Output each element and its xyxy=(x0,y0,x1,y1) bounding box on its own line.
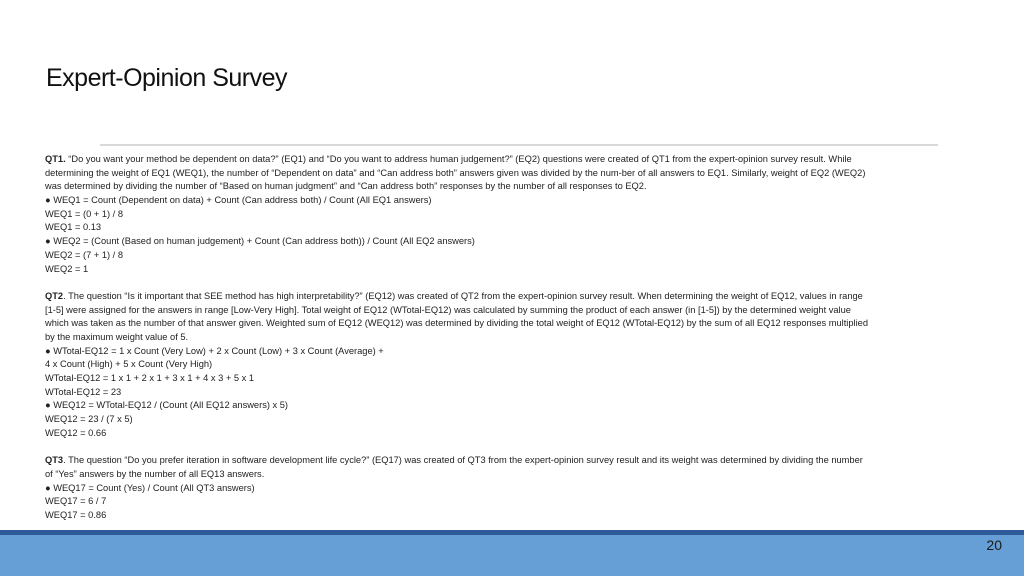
footer-bar xyxy=(0,530,1024,576)
qt1-formula: WEQ2 = (7 + 1) / 8 xyxy=(45,249,124,260)
qt2-formula: WEQ12 = 23 / (7 x 5) xyxy=(45,414,133,425)
qt3-paragraph-line-1 xyxy=(45,454,980,468)
qt2-label: QT2 xyxy=(45,290,64,301)
qt3-formula: WEQ17 = 0.86 xyxy=(45,509,107,520)
paragraph-gap xyxy=(45,276,980,290)
qt1-formula: WEQ2 = 1 xyxy=(45,263,89,274)
qt3-formula: ● WEQ17 = Count (Yes) / Count (All QT3 answers) xyxy=(45,482,255,493)
footer-stripe xyxy=(0,530,1024,535)
qt2-formula: 4 x Count (High) + 5 x Count (Very High) xyxy=(45,359,213,370)
qt2-formula: ● WEQ12 = WTotal-EQ12 / (Count (All EQ12 answers) x 5) xyxy=(45,400,289,411)
slide-title: Expert-Opinion Survey xyxy=(46,64,288,92)
qt3-text-2: of “Yes” answers by the number of all EQ13 answers. xyxy=(45,468,265,479)
qt2-formula: ● WTotal-EQ12 = 1 x Count (Very Low) + 2 x Count (Low) + 3 x Count (Average) + xyxy=(45,345,384,356)
qt2-text-2: [1-5] were assigned for the answers in range [Low-Very High]. Total weight of EQ12 (WTotal-EQ12) was calculated by summing the product of each answer (in [1-5]) by the determined weight value xyxy=(45,304,851,315)
qt1-text-2: determining the weight of EQ1 (WEQ1), the number of “Dependent on data” and “Can address both” answers given was divided by the num-ber of all answers to EQ1. Similarly, weight of EQ2 (WEQ2) xyxy=(45,167,866,178)
qt3-formula: WEQ17 = 6 / 7 xyxy=(45,496,107,507)
qt2-text-4: by the maximum weight value of 5. xyxy=(45,331,189,342)
qt2-text-1: . The question “Is it important that SEE method has high interpretability?” (EQ12) was created of QT2 from the expert-opinion survey result. When determining the weight of EQ12, values in range xyxy=(63,290,863,301)
qt1-formula: ● WEQ1 = Count (Dependent on data) + Count (Can address both) / Count (All EQ1 answers) xyxy=(45,195,432,206)
qt1-label: QT1. xyxy=(45,154,66,164)
qt2-formula: WTotal-EQ12 = 23 xyxy=(45,386,122,397)
qt1-formula: WEQ1 = 0.13 xyxy=(45,222,102,233)
qt2-paragraph-line-1 xyxy=(45,290,980,304)
qt1-formula: ● WEQ2 = (Count (Based on human judgement) + Count (Can address both)) / Count (All EQ2 answers) xyxy=(45,236,475,247)
qt3-label: QT3 xyxy=(45,455,64,466)
qt2-formula: WTotal-EQ12 = 1 x 1 + 2 x 1 + 3 x 1 + 4 x 3 + 5 x 1 xyxy=(45,373,255,383)
slide-body xyxy=(45,153,980,523)
qt1-text-3: was determined by dividing the number of “Based on human judgment” and “Can address both” responses by the number of all responses to EQ2. xyxy=(45,181,647,192)
qt1-formula: WEQ1 = (0 + 1) / 8 xyxy=(45,208,124,219)
qt2-text-3: which was taken as the number of that answer given. Weighted sum of EQ12 (WEQ12) was determined by dividing the total weight of EQ12 (WTotal-EQ12) by the sum of all EQ12 responses multiplied xyxy=(45,318,869,329)
qt1-paragraph-line-1 xyxy=(45,153,980,167)
qt3-text-1: . The question “Do you prefer iteration in software development life cycle?” (EQ17) was created of QT3 from the expert-opinion survey result and its weight was determined by dividing the number xyxy=(63,455,863,466)
page-number: 20 xyxy=(986,537,1002,553)
title-divider xyxy=(100,144,938,146)
qt2-formula: WEQ12 = 0.66 xyxy=(45,427,107,438)
paragraph-gap xyxy=(45,440,980,454)
qt1-text-1: “Do you want your method be dependent on data?” (EQ1) and “Do you want to address human judgement?” (EQ2) questions were created of QT1 from the expert-opinion survey result. While xyxy=(65,154,852,164)
